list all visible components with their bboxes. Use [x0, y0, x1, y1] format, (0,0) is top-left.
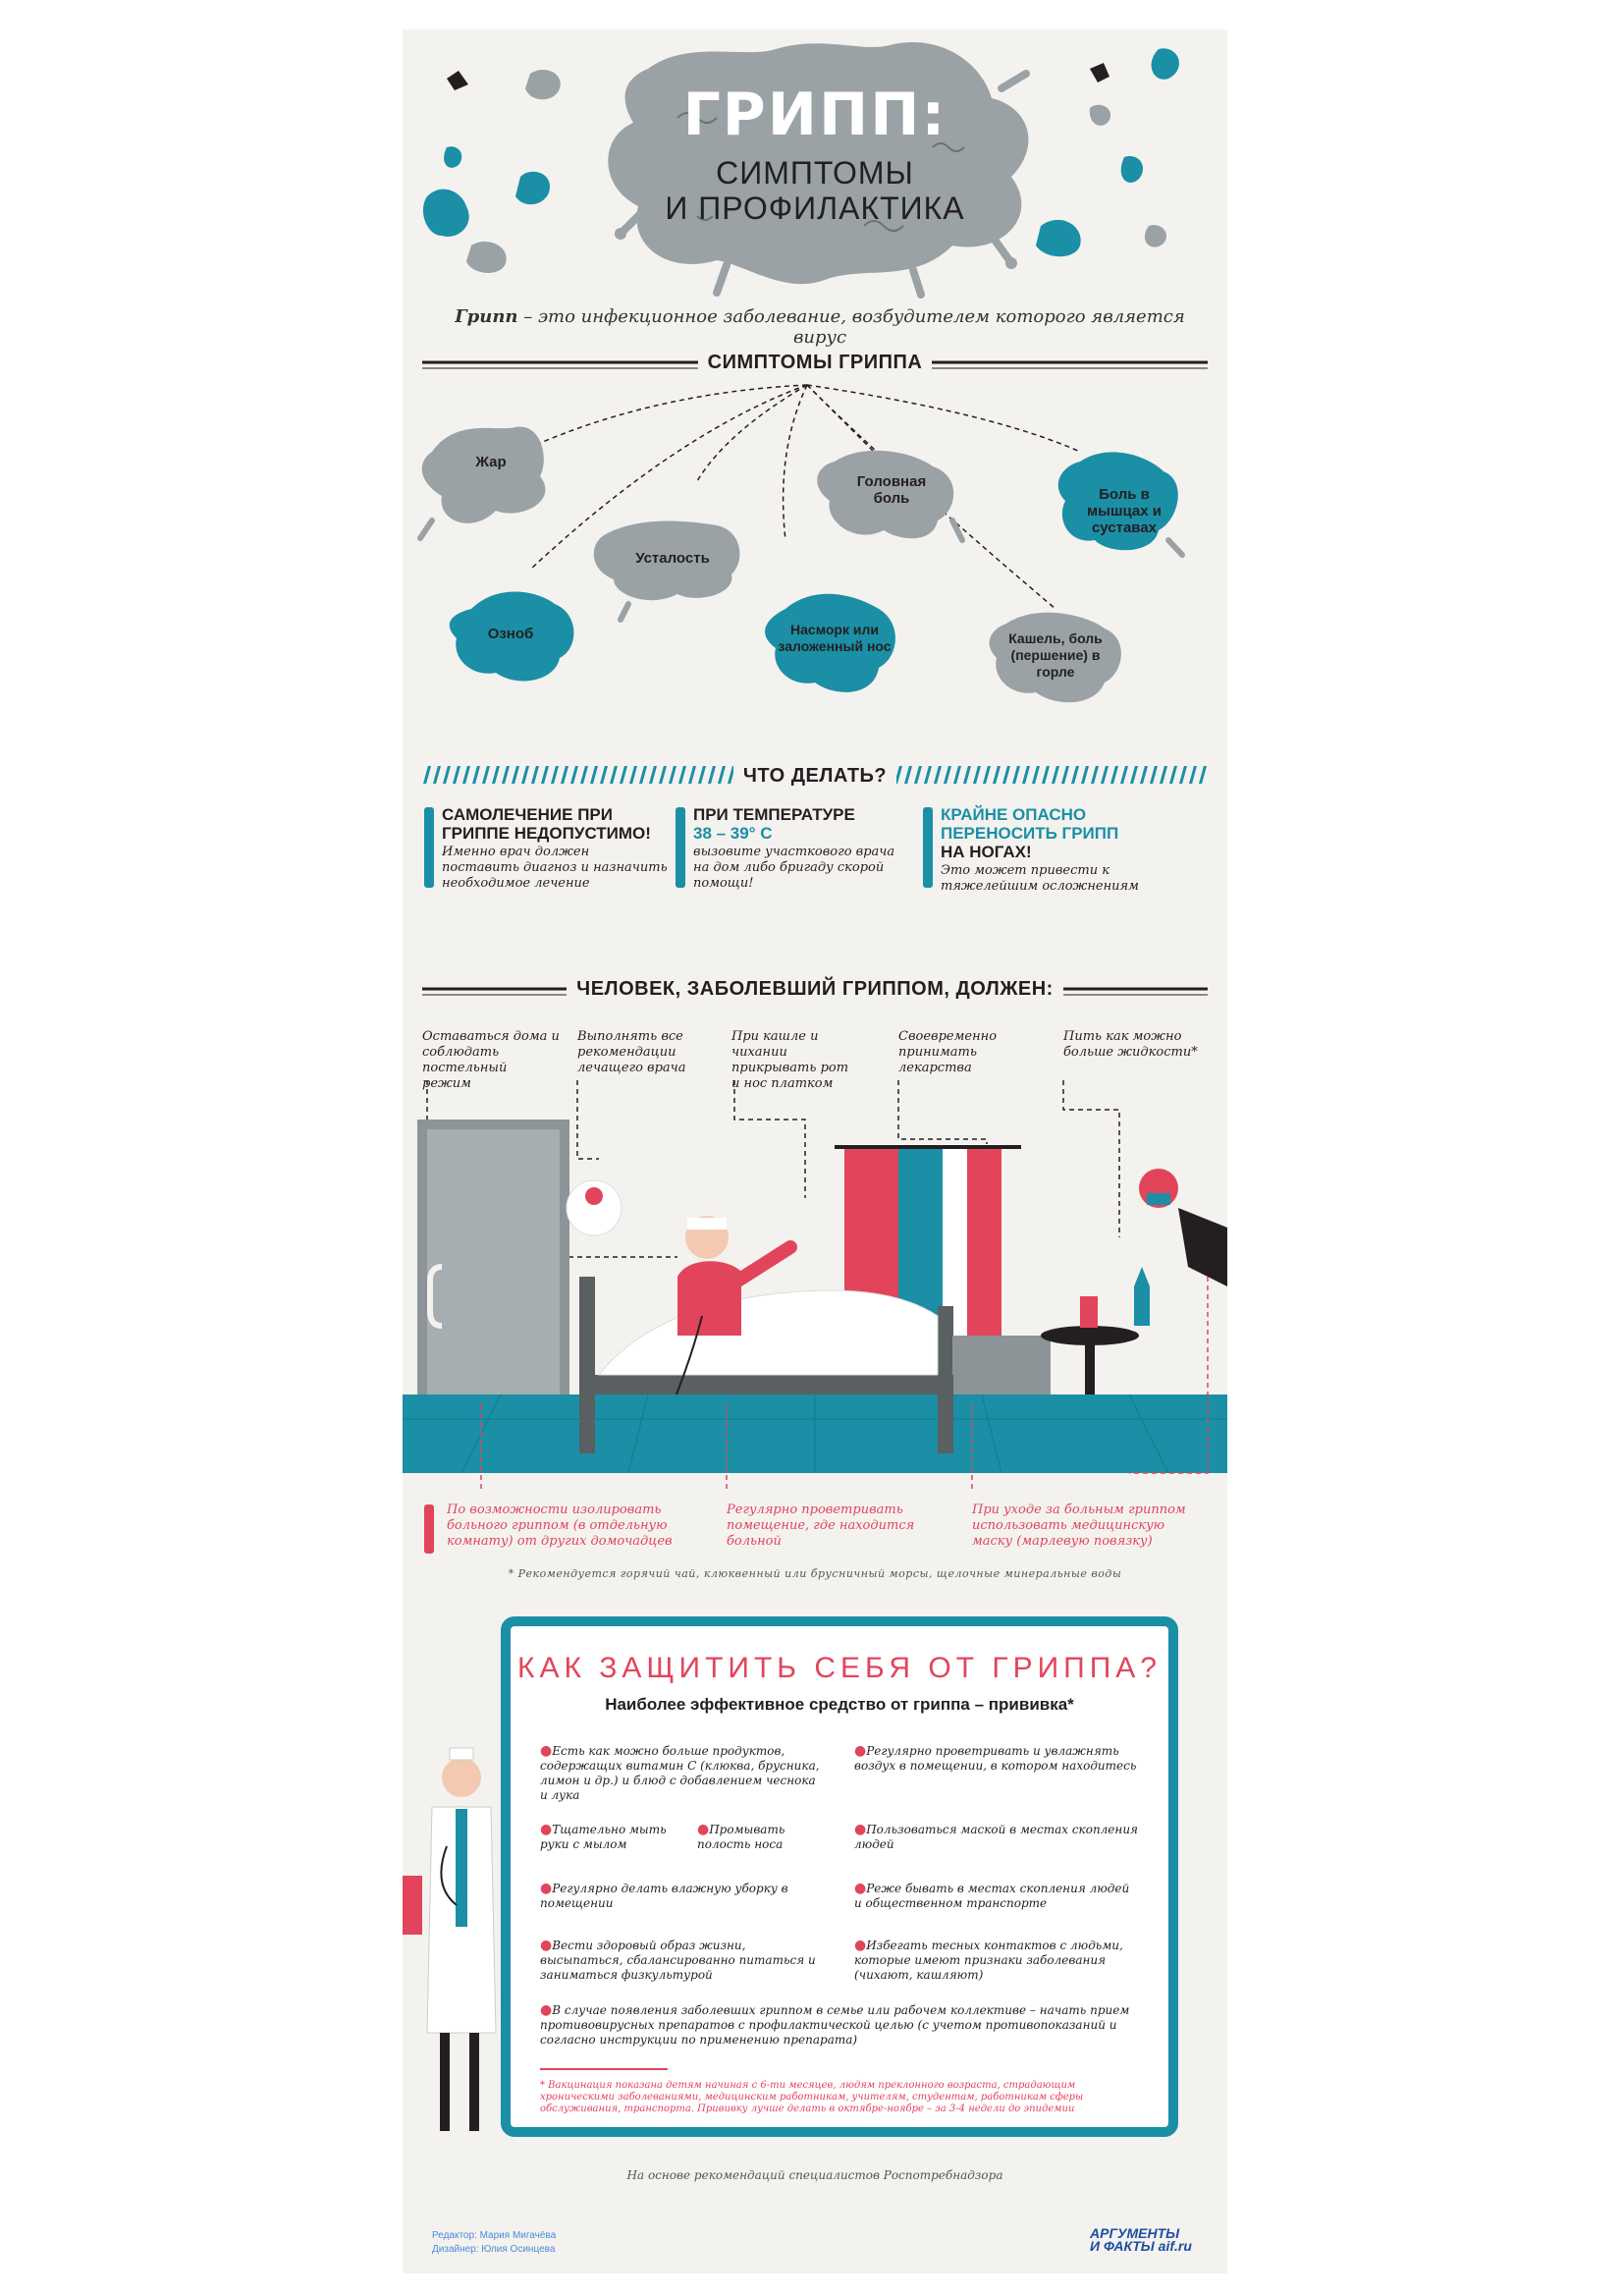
tip-wet-cleaning — [540, 1882, 825, 1911]
symptom-cough: Кашель, боль (першение) в горле — [1008, 630, 1103, 680]
tip-vitamin-c — [540, 1744, 825, 1803]
action-follow-doctor: Выполнять все рекомендации лечащего врача — [577, 1029, 686, 1075]
warning-3-head: КРАЙНЕ ОПАСНО ПЕРЕНОСИТЬ ГРИПП — [941, 805, 1119, 843]
symptoms-title-text: СИМПТОМЫ ГРИППА — [698, 352, 933, 373]
symptoms-section-title — [403, 352, 1227, 374]
tip-text: Избегать тесных контактов с людьми, которые имеют признаки заболевания (чихают, кашляют) — [854, 1939, 1123, 1982]
warning-2-temp: 38 – 39° С — [693, 824, 773, 843]
tip-ventilate — [854, 1744, 1139, 1774]
warning-2-body: вызовите участкового врача на дом либо бригаду скорой помощи! — [693, 845, 895, 891]
bullet-icon: ● — [854, 1881, 867, 1896]
source-basis: На основе рекомендаций специалистов Роспотребнадзора — [626, 2168, 1003, 2182]
subtitle-line-1: СИМПТОМЫ — [716, 155, 914, 191]
doctor-illustration — [403, 1738, 511, 2170]
credit-designer: Дизайнер: Юлия Осинцева — [432, 2244, 556, 2255]
tip-avoid-crowds — [854, 1882, 1139, 1911]
what-to-do-title — [403, 765, 1227, 788]
symptom-fever: Жар — [475, 454, 507, 470]
tip-rinse-nose — [697, 1823, 825, 1852]
patient-title-text: ЧЕЛОВЕК, ЗАБОЛЕВШИЙ ГРИППОМ, ДОЛЖЕН: — [567, 978, 1063, 1000]
warning-bar-1 — [424, 807, 434, 888]
intro-text: – это инфекционное заболевание, возбудителем которого является вирус — [517, 306, 1185, 348]
tip-text: Вести здоровый образ жизни, высыпаться, сбалансированно питаться и заниматься физкультурой — [540, 1939, 816, 1982]
credit-editor: Редактор: Мария Мигачёва — [432, 2230, 557, 2241]
warning-bar-3 — [923, 807, 933, 888]
room-note-marker — [424, 1504, 434, 1554]
action-take-medicine: Своевременно принимать лекарства — [898, 1029, 998, 1075]
tip-text: Тщательно мыть руки с мылом — [540, 1823, 667, 1851]
protect-panel — [501, 1616, 1178, 2137]
what-to-do-title-text: ЧТО ДЕЛАТЬ? — [733, 765, 896, 787]
note-mask: При уходе за больным гриппом использовать медицинскую маску (марлевую повязку) — [972, 1503, 1186, 1549]
tip-text: Регулярно делать влажную уборку в помещении — [540, 1882, 788, 1910]
tip-antiviral — [540, 2003, 1139, 2048]
symptoms-diagram — [403, 373, 1227, 756]
warning-bar-2 — [676, 807, 685, 888]
logo-line-1: АРГУМЕНТЫ — [1090, 2225, 1180, 2241]
warning-3-body: Это может привести к тяжелейшим осложнениям — [941, 863, 1139, 894]
bullet-icon: ● — [540, 1881, 553, 1896]
symptom-chills: Озноб — [487, 626, 534, 642]
sick-room-illustration — [403, 1080, 1227, 1493]
note-divider — [540, 2068, 668, 2070]
note-ventilate: Регулярно проветривать помещение, где находится больной — [727, 1503, 915, 1549]
patient-section-title — [403, 978, 1227, 1001]
bullet-icon: ● — [540, 1822, 553, 1837]
symptom-muscle-pain: Боль в мышцах и суставах — [1087, 486, 1162, 536]
bullet-icon: ● — [854, 1938, 867, 1953]
tip-avoid-contacts — [854, 1939, 1139, 1983]
bullet-icon: ● — [540, 1743, 553, 1759]
tip-text: Регулярно проветривать и увлажнять воздух в помещении, в котором находитесь — [854, 1744, 1137, 1773]
symptom-fatigue: Усталость — [635, 550, 710, 567]
warning-1-head: САМОЛЕЧЕНИЕ ПРИ ГРИППЕ НЕДОПУСТИМО! — [442, 805, 651, 843]
bullet-icon: ● — [540, 2002, 553, 2018]
symptom-runny-nose: Насморк или заложенный нос — [778, 622, 892, 654]
drinks-footnote: * Рекомендуется горячий чай, клюквенный или брусничный морсы, щелочные минеральные воды — [508, 1567, 1122, 1580]
tip-text: Есть как можно больше продуктов, содержащих витамин С (клюква, брусника, лимон и др.) и блюд с добавлением чеснока и лука — [540, 1744, 820, 1802]
intro-definition — [432, 306, 1208, 348]
infographic-sheet — [403, 29, 1227, 2273]
action-stay-home: Оставаться дома и соблюдать постельный режим — [422, 1029, 560, 1091]
bullet-icon: ● — [854, 1743, 867, 1759]
page-title: ГРИПП: — [682, 81, 947, 149]
warning-self-treatment — [442, 805, 668, 892]
tip-text: Пользоваться маской в местах скопления людей — [854, 1823, 1138, 1851]
tip-use-mask — [854, 1823, 1139, 1852]
action-drink-fluids: Пить как можно больше жидкости* — [1063, 1029, 1198, 1060]
warning-on-feet — [941, 805, 1196, 895]
tip-text: Промывать полость носа — [697, 1823, 785, 1851]
protect-title: КАК ЗАЩИТИТЬ СЕБЯ ОТ ГРИППА? — [516, 1652, 1162, 1684]
action-cover-mouth: При кашле и чихании прикрывать рот и нос платком — [731, 1029, 849, 1091]
warning-temperature — [693, 805, 909, 892]
tip-wash-hands — [540, 1823, 697, 1852]
protect-subtitle: Наиболее эффективное средство от гриппа – прививка* — [605, 1695, 1074, 1714]
bullet-icon: ● — [854, 1822, 867, 1837]
tip-text: Реже бывать в местах скопления людей и общественном транспорте — [854, 1882, 1130, 1910]
tip-text: В случае появления заболевших гриппом в семье или рабочем коллективе – начать прием противовирусных препаратов с профилактической целью (с учетом противопоказаний и согласно инструкции по применению препарата) — [540, 2003, 1130, 2047]
warning-2-head: ПРИ ТЕМПЕРАТУРЕ — [693, 805, 855, 824]
bullet-icon: ● — [540, 1938, 553, 1953]
tip-healthy-life — [540, 1939, 825, 1983]
note-isolate: По возможности изолировать больного гриппом (в отдельную комнату) от других домочадцев — [447, 1503, 673, 1549]
symptom-headache: Головная боль — [856, 473, 927, 507]
subtitle-line-2: И ПРОФИЛАКТИКА — [665, 191, 965, 226]
page-subtitle — [403, 155, 1227, 226]
bullet-icon: ● — [697, 1822, 710, 1837]
intro-term: Грипп — [455, 306, 518, 327]
logo-line-2: И ФАКТЫ aif.ru — [1090, 2238, 1192, 2254]
warning-1-body: Именно врач должен поставить диагноз и назначить необходимое лечение — [442, 845, 668, 891]
vaccination-note: * Вакцинация показана детям начиная с 6-ти месяцев, людям преклонного возраста, страдающим хроническими заболеваниями, медицинским работникам, учителям, студентам, работникам сферы обслуживания, транспорта. Прививку лучше делать в октябре-ноябре – за 3-4 недели до эпидемии — [540, 2080, 1084, 2114]
warning-3-head2: НА НОГАХ! — [941, 843, 1032, 861]
aif-logo — [1090, 2227, 1192, 2253]
credits — [432, 2229, 556, 2257]
